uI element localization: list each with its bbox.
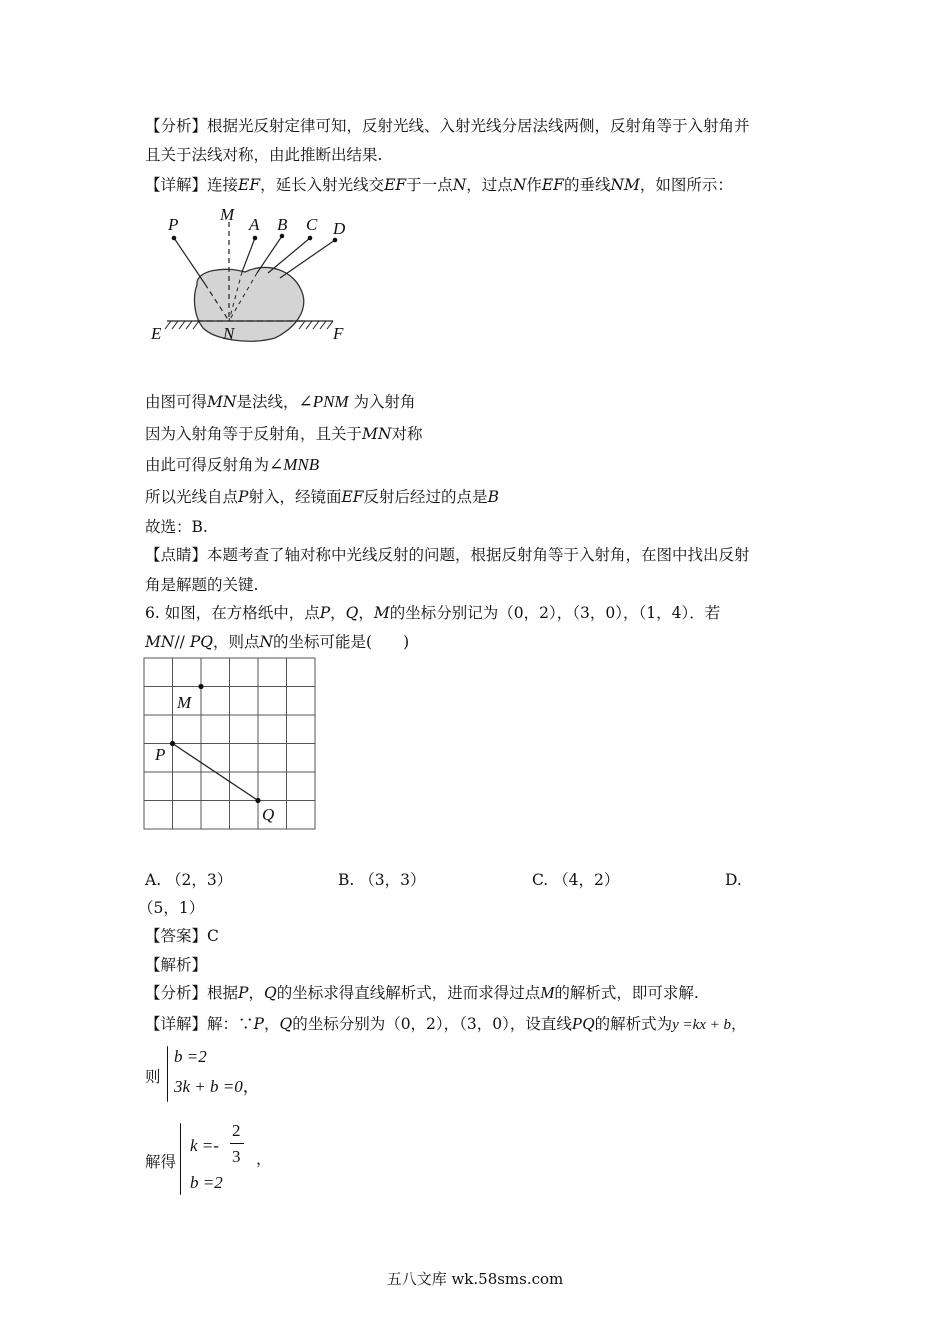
system-2-denominator: 3 bbox=[232, 1147, 241, 1166]
question-line-1: 6. 如图，在方格纸中，点P，Q，M的坐标分别记为（0，2），（3，0），（1，4）．若 bbox=[145, 604, 721, 622]
system-2-brace bbox=[180, 1123, 181, 1195]
reasoning-line-1: 由图可得MN是法线，∠PNM 为入射角 bbox=[145, 392, 416, 411]
label-e: E bbox=[151, 324, 162, 343]
analysis-header: 【解析】 bbox=[145, 956, 208, 974]
point-m bbox=[198, 684, 203, 689]
label-b: B bbox=[277, 215, 288, 234]
option-a: A. （2，3） bbox=[145, 871, 233, 889]
reasoning-line-2: 因为入射角等于反射角，且关于MN对称 bbox=[145, 425, 423, 443]
label-n: N bbox=[223, 324, 235, 343]
label-grid-p: P bbox=[155, 745, 166, 764]
system-1-brace bbox=[167, 1046, 168, 1102]
system-1-eq1: b =2 bbox=[174, 1047, 207, 1066]
question-line-2: MN// PQ，则点N的坐标可能是( ) bbox=[145, 633, 410, 651]
comment-line-2: 角是解题的关键. bbox=[145, 576, 259, 594]
option-c: C. （4，2） bbox=[532, 871, 620, 889]
label-a: A bbox=[249, 215, 260, 234]
analysis-2: 【分析】根据P，Q的坐标求得直线解析式，进而求得过点M的解析式，即可求解. bbox=[145, 983, 699, 1002]
point-q bbox=[255, 798, 260, 803]
system-2-k: k =- bbox=[190, 1136, 219, 1155]
label-c: C bbox=[306, 215, 318, 234]
comment-line-1: 【点睛】本题考查了轴对称中光线反射的问题，根据反射角等于入射角，在图中找出反射 bbox=[145, 546, 750, 564]
label-p: P bbox=[168, 215, 179, 234]
point-p bbox=[170, 741, 175, 746]
detail-2: 【详解】解：∵P，Q的坐标分别为（0，2），（3，0），设直线PQ的解析式为y =kx + b， bbox=[145, 1014, 747, 1033]
system-2-suffix: ， bbox=[256, 1150, 272, 1168]
grid-figure bbox=[143, 657, 317, 831]
rock-shape bbox=[195, 267, 304, 341]
label-d: D bbox=[333, 219, 346, 238]
option-d: D. bbox=[725, 871, 742, 889]
analysis-line-2: 且关于法线对称，由此推断出结果. bbox=[145, 146, 383, 164]
system-2-eq2: b =2 bbox=[190, 1173, 223, 1192]
label-grid-q: Q bbox=[262, 805, 275, 824]
footer: 五八文库 wk.58sms.com bbox=[386, 1270, 564, 1288]
reflection-figure bbox=[145, 200, 365, 350]
system-1-eq2: 3k + b =0， bbox=[174, 1077, 260, 1096]
system-2-prefix: 解得 bbox=[145, 1153, 177, 1171]
reasoning-line-3: 由此可得反射角为∠MNB bbox=[145, 455, 320, 474]
reasoning-line-5: 故选：B. bbox=[145, 518, 208, 536]
fraction-bar bbox=[230, 1143, 244, 1144]
answer: 【答案】C bbox=[145, 927, 219, 945]
incident-ray bbox=[174, 238, 205, 284]
system-2-numerator: 2 bbox=[232, 1121, 241, 1140]
option-d-value: （5，1） bbox=[138, 899, 205, 917]
analysis-line-1: 【分析】根据光反射定律可知，反射光线、入射光线分居法线两侧，反射角等于入射角并 bbox=[145, 117, 750, 135]
reasoning-line-4: 所以光线自点P射入，经镜面EF反射后经过的点是B bbox=[145, 488, 499, 506]
option-b: B. （3，3） bbox=[338, 871, 426, 889]
label-m: M bbox=[220, 205, 235, 224]
label-f: F bbox=[333, 324, 344, 343]
label-grid-m: M bbox=[177, 693, 192, 712]
detail-line-1: 【详解】连接EF，延长入射光线交EF于一点N，过点N作EF的垂线NM，如图所示： bbox=[145, 176, 733, 194]
system-1-prefix: 则 bbox=[145, 1068, 161, 1086]
